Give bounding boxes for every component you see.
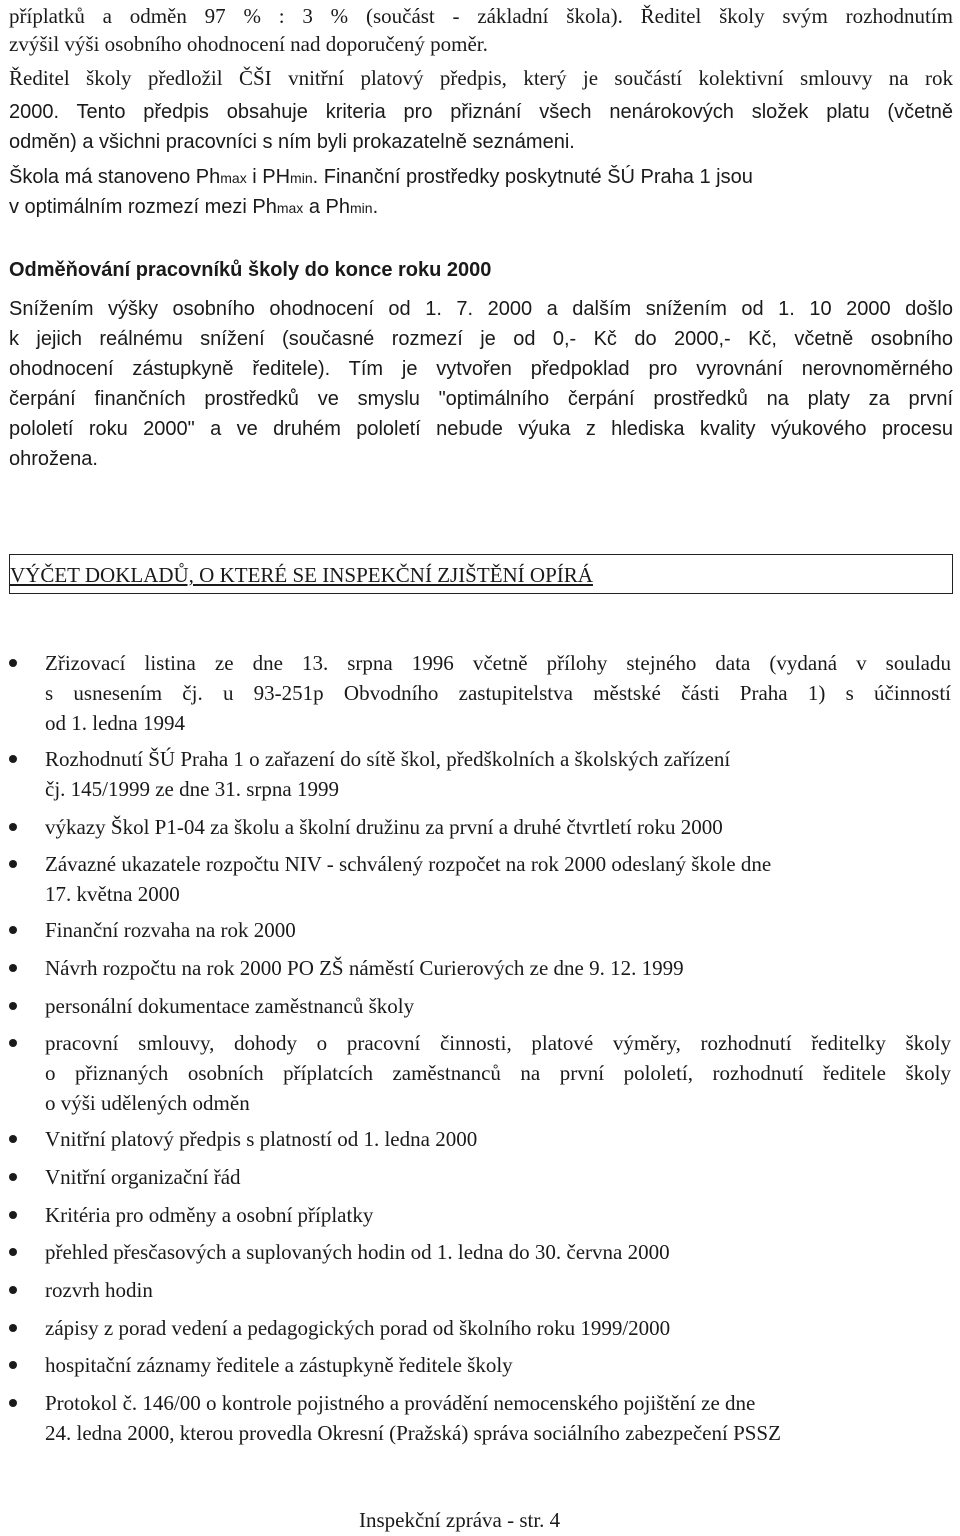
bullet-icon [9, 926, 17, 934]
section-line: ohodnocení zástupkyně ředitele). Tím je vytvořen předpoklad pro vyrovnání nerovnoměrného [9, 358, 953, 380]
section-line: Snížením výšky osobního ohodnocení od 1. 7. 2000 a dalším snížením od 1. 10 2000 došlo [9, 298, 953, 320]
section-line: k jejich reálnému snížení (současné rozmezí je od 0,- Kč do 2000,- Kč, včetně osobního [9, 328, 953, 350]
bullet-icon [9, 1324, 17, 1332]
bullet-icon [9, 659, 17, 667]
bullet-icon [9, 1248, 17, 1256]
list-item: Protokol č. 146/00 o kontrole pojistného a provádění nemocenského pojištění ze dne [45, 1391, 756, 1415]
bullet-icon [9, 823, 17, 831]
list-item: hospitační záznamy ředitele a zástupkyně ředitele školy [45, 1353, 513, 1377]
documents-heading: VÝČET DOKLADŮ, O KTERÉ SE INSPEKČNÍ ZJIŠTĚNÍ OPÍRÁ [10, 563, 593, 587]
section-title: Odměňování pracovníků školy do konce roku 2000 [9, 259, 492, 281]
list-item: personální dokumentace zaměstnanců školy [45, 994, 415, 1018]
list-item: výkazy Škol P1-04 za školu a školní družinu za první a druhé čtvrtletí roku 2000 [45, 815, 723, 839]
bullet-icon [9, 964, 17, 972]
list-item: Rozhodnutí ŠÚ Praha 1 o zařazení do sítě škol, předškolních a školských zařízení [45, 747, 731, 771]
phmax-line: Škola má stanoveno Phmax i PHmin. Finanční prostředky poskytnuté ŠÚ Praha 1 jsou [9, 166, 753, 188]
bullet-icon [9, 1002, 17, 1010]
list-item: Kritéria pro odměny a osobní příplatky [45, 1203, 374, 1227]
intro-line: 2000. Tento předpis obsahuje kriteria pro přiznání všech nenárokových složek platu (včetně [9, 101, 953, 123]
list-item: 17. května 2000 [45, 882, 180, 906]
list-item: 24. ledna 2000, kterou provedla Okresní (Pražská) správa sociálního zabezpečení PSSZ [45, 1421, 781, 1445]
bullet-icon [9, 1361, 17, 1369]
bullet-icon [9, 1135, 17, 1143]
bullet-icon [9, 1211, 17, 1219]
list-item: s usnesením čj. u 93-251p Obvodního zastupitelstva městské části Praha 1) s účinností [45, 681, 951, 705]
list-item: přehled přesčasových a suplovaných hodin od 1. ledna do 30. června 2000 [45, 1240, 670, 1264]
list-item: rozvrh hodin [45, 1278, 153, 1302]
bullet-icon [9, 755, 17, 763]
page-footer: Inspekční zpráva - str. 4 [359, 1508, 561, 1532]
list-item: pracovní smlouvy, dohody o pracovní činnosti, platové výměry, rozhodnutí ředitelky školy [45, 1031, 951, 1055]
bullet-icon [9, 1286, 17, 1294]
intro-line: Ředitel školy předložil ČŠI vnitřní platový předpis, který je součástí kolektivní smlouvy na rok [9, 66, 953, 90]
bullet-icon [9, 1173, 17, 1181]
list-item: Vnitřní platový předpis s platností od 1. ledna 2000 [45, 1127, 478, 1151]
list-item: o výši udělených odměn [45, 1091, 250, 1115]
phmin-line: v optimálním rozmezí mezi Phmax a Phmin. [9, 196, 379, 218]
bullet-icon [9, 1039, 17, 1047]
section-line: čerpání finančních prostředků ve smyslu "optimálního čerpání prostředků na platy za první [9, 388, 953, 410]
bullet-icon [9, 1399, 17, 1407]
intro-line: odměn) a všichni pracovníci s ním byli prokazatelně seznámeni. [9, 131, 575, 153]
list-item: Závazné ukazatele rozpočtu NIV - schválený rozpočet na rok 2000 odeslaný škole dne [45, 852, 772, 876]
documents-heading-box [9, 554, 953, 594]
section-line: pololetí roku 2000" a ve druhém pololetí nebude výuka z hlediska kvality výukového procesu [9, 418, 953, 440]
list-item: Zřizovací listina ze dne 13. srpna 1996 včetně přílohy stejného data (vydaná v souladu [45, 651, 951, 675]
list-item: Vnitřní organizační řád [45, 1165, 241, 1189]
list-item: čj. 145/1999 ze dne 31. srpna 1999 [45, 777, 339, 801]
list-item: o přiznaných osobních příplatcích zaměstnanců na první pololetí, rozhodnutí ředitele školy [45, 1061, 951, 1085]
list-item: od 1. ledna 1994 [45, 711, 185, 735]
intro-line: zvýšil výši osobního ohodnocení nad doporučený poměr. [9, 32, 488, 56]
list-item: Finanční rozvaha na rok 2000 [45, 918, 296, 942]
section-line: ohrožena. [9, 448, 98, 470]
list-item: zápisy z porad vedení a pedagogických porad od školního roku 1999/2000 [45, 1316, 671, 1340]
intro-line: příplatků a odměn 97 % : 3 % (součást - základní škola). Ředitel školy svým rozhodnutím [9, 4, 953, 28]
list-item: Návrh rozpočtu na rok 2000 PO ZŠ náměstí Curierových ze dne 9. 12. 1999 [45, 956, 684, 980]
bullet-icon [9, 860, 17, 868]
